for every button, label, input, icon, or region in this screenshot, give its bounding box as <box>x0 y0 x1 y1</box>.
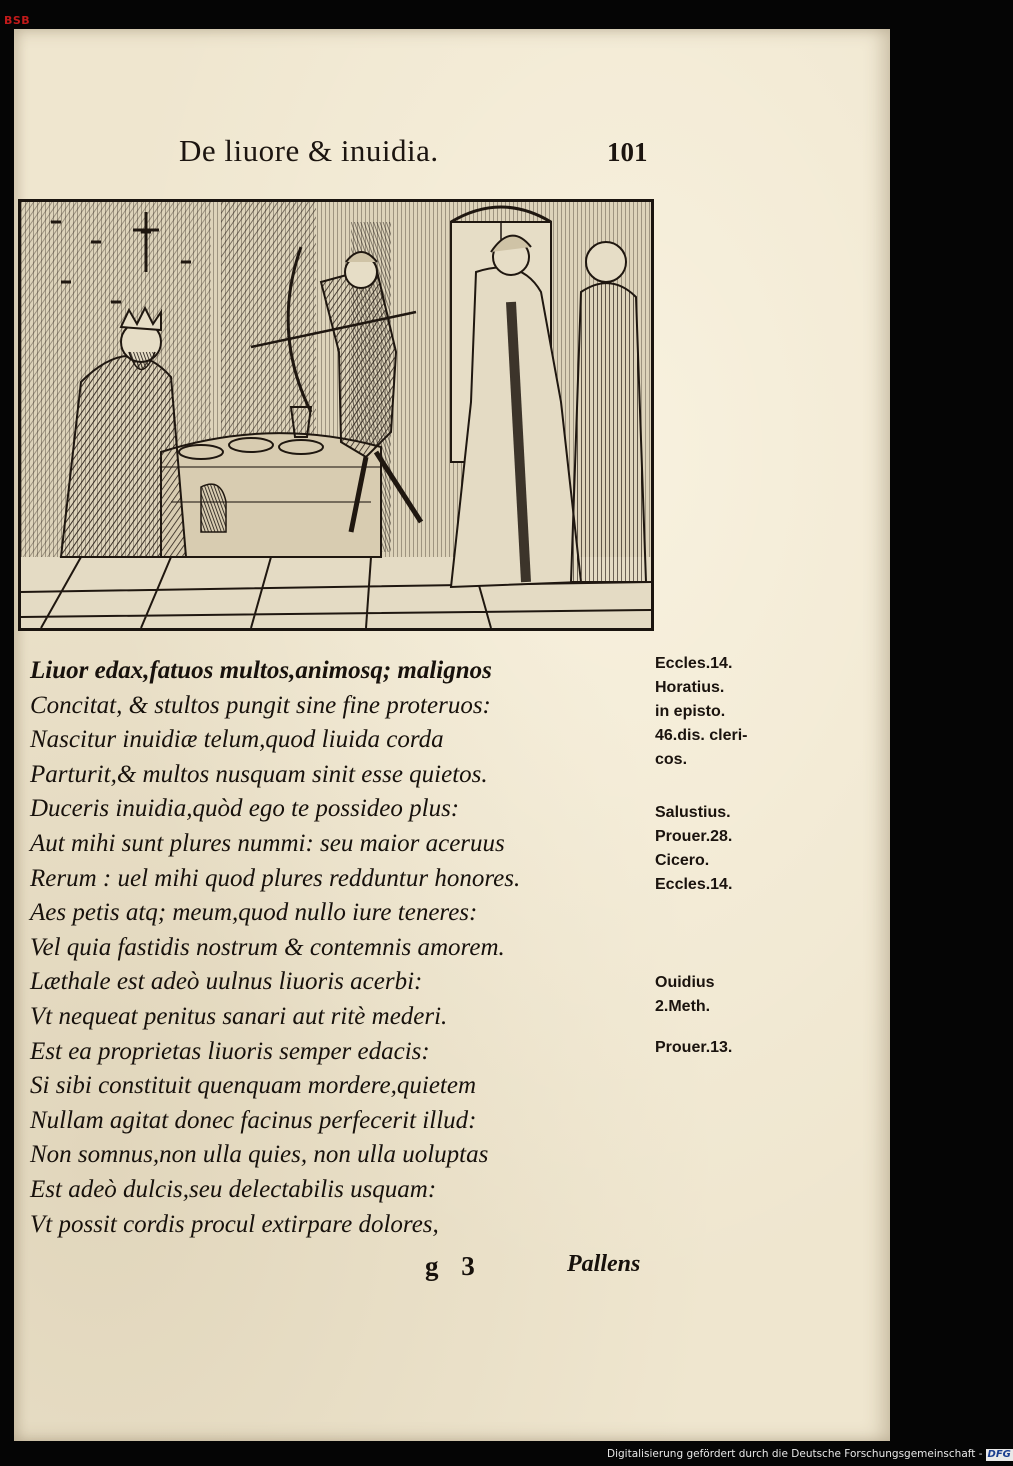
verse-text <box>30 654 630 1242</box>
verse-line: Vt possit cordis procul extirpare dolores, <box>30 1210 439 1238</box>
verse-line: Aut mihi sunt plures nummi: seu maior aceruus <box>30 829 505 857</box>
margin-note-group <box>655 652 748 772</box>
verse-line: Si sibi constituit quenquam mordere,quietem <box>30 1072 477 1100</box>
library-corner-mark: BSB <box>4 14 31 27</box>
margin-note-group <box>655 801 732 897</box>
margin-note-line: Prouer.28. <box>655 828 733 845</box>
page-number: 101 <box>607 137 648 167</box>
verse-line: Rerum : uel mihi quod plures redduntur honores. <box>30 864 521 892</box>
margin-note-group <box>655 1036 732 1060</box>
margin-note-group <box>655 971 715 1019</box>
verse-line: Est ea proprietas liuoris semper edacis: <box>30 1037 430 1065</box>
woodcut-illustration <box>18 199 654 631</box>
margin-note-line: cos. <box>655 751 688 768</box>
dfg-logo-icon: DFG <box>987 1449 1011 1460</box>
margin-note-line: 46.dis. cleri- <box>655 727 748 744</box>
verse-line: Vel quia fastidis nostrum & contemnis amorem. <box>30 933 505 961</box>
verse-line: Duceris inuidia,quòd ego te possideo plus: <box>30 795 460 823</box>
margin-note-line: Salustius. <box>655 804 731 821</box>
woodcut-image <box>21 202 651 628</box>
verse-line: Aes petis atq; meum,quod nullo iure teneres: <box>30 899 478 927</box>
margin-note-line: Ouidius <box>655 974 715 991</box>
running-head: De liuore & inuidia. <box>179 133 439 168</box>
verse-line: Concitat, & stultos pungit sine fine proteruos: <box>30 691 491 719</box>
credit-text: Digitalisierung gefördert durch die Deutsche Forschungsgemeinschaft - <box>607 1448 983 1460</box>
book-page <box>14 29 890 1441</box>
margin-note-line: Prouer.13. <box>655 1039 733 1056</box>
verse-line: Vt nequeat penitus sanari aut ritè mederi. <box>30 1002 448 1030</box>
verse-line: Nascitur inuidiæ telum,quod liuida corda <box>30 726 444 754</box>
verse-line: Liuor edax,fatuos multos,animosq; malignos <box>30 657 492 684</box>
margin-note-line: Eccles.14. <box>655 655 733 672</box>
verse-line: Non somnus,non ulla quies, non ulla uoluptas <box>30 1141 489 1169</box>
margin-note-line: Horatius. <box>655 679 725 696</box>
verse-line: Læthale est adeò uulnus liuoris acerbi: <box>30 968 423 996</box>
margin-note-line: Eccles.14. <box>655 876 733 893</box>
margin-note-line: Cicero. <box>655 852 710 869</box>
margin-note-line: in episto. <box>655 703 726 720</box>
signature-mark: g 3 <box>425 1251 483 1281</box>
verse-line: Est adeò dulcis,seu delectabilis usquam: <box>30 1175 437 1203</box>
verse-line: Nullam agitat donec facinus perfecerit illud: <box>30 1106 477 1134</box>
digitization-credit <box>607 1448 1013 1461</box>
verse-line: Parturit,& multos nusquam sinit esse quietos. <box>30 760 488 788</box>
catchword: Pallens <box>567 1251 641 1277</box>
margin-note-line: 2.Meth. <box>655 998 711 1015</box>
